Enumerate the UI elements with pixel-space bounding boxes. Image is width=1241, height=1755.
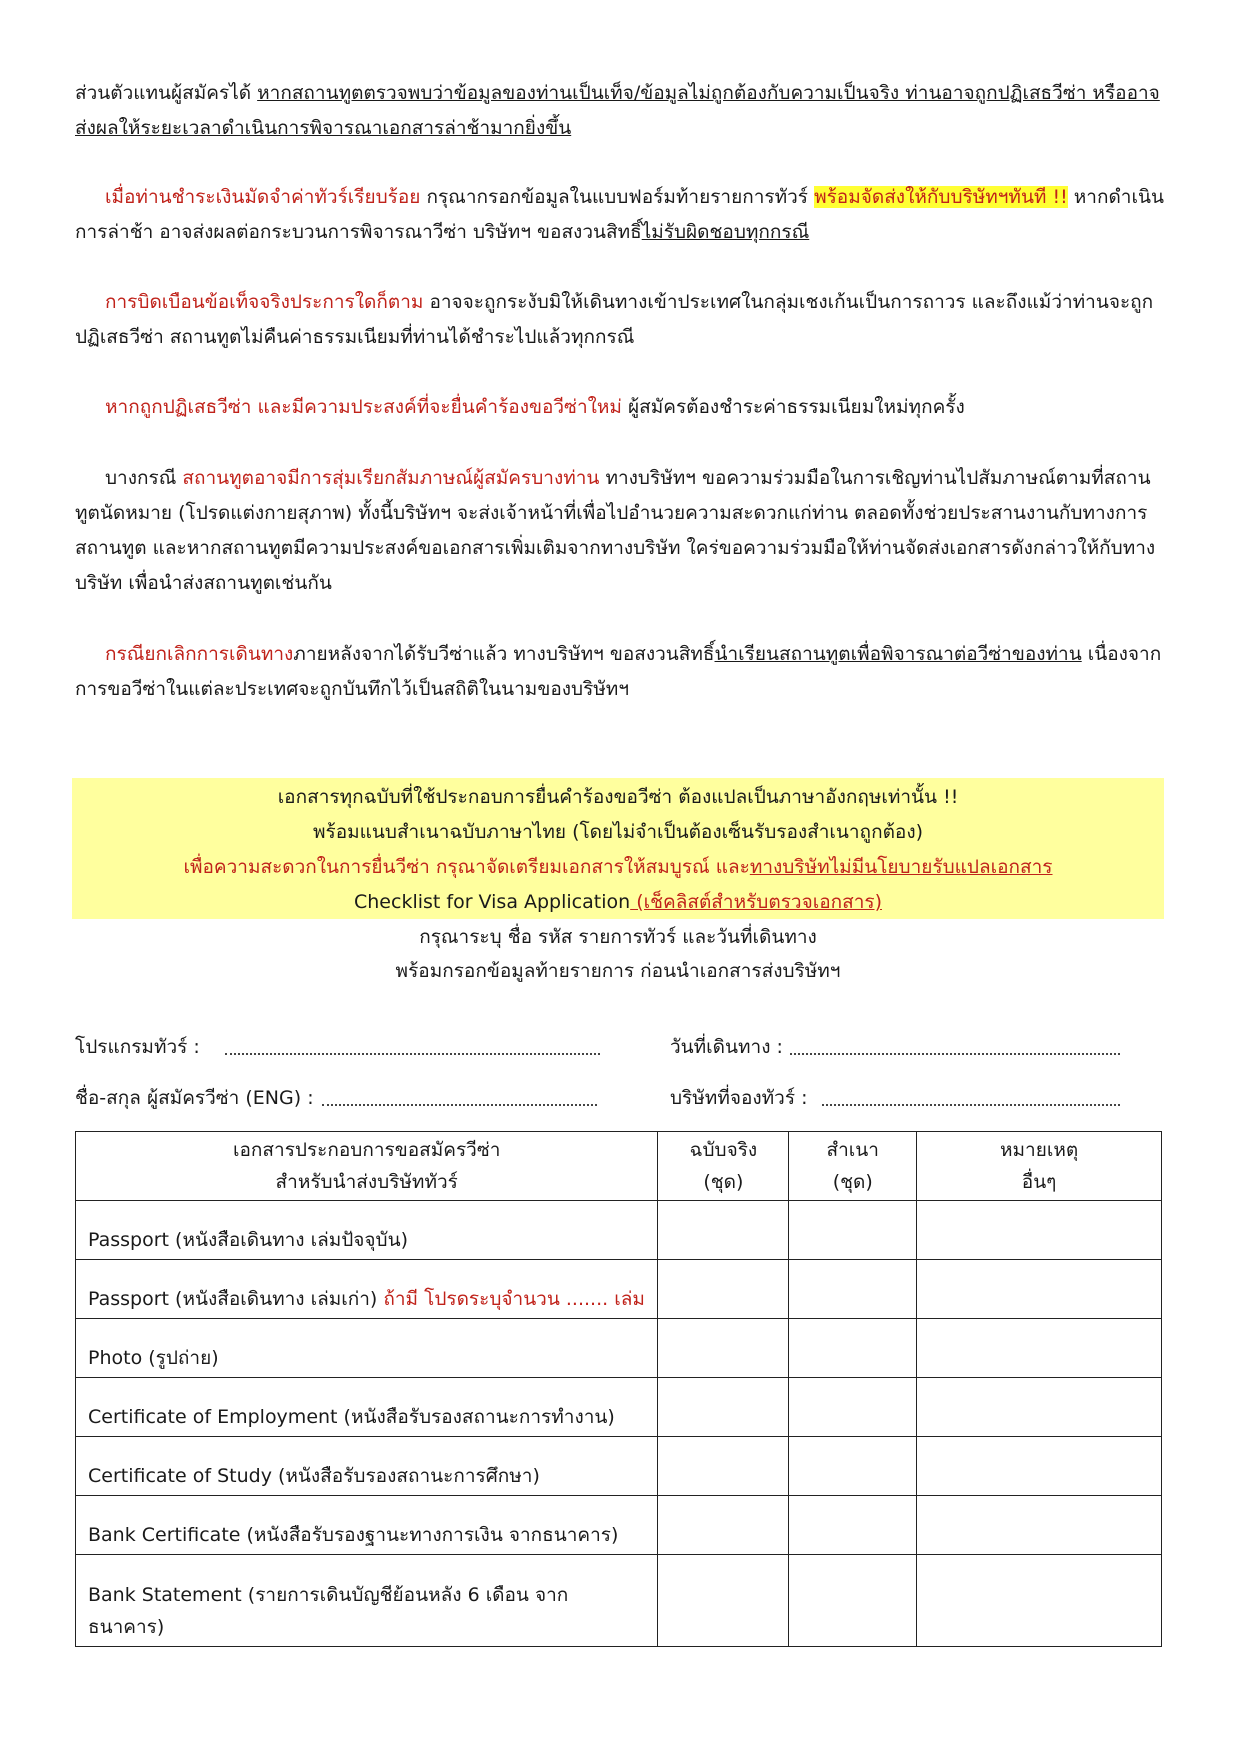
remarks-cell[interactable]	[917, 1260, 1162, 1319]
paragraph-text: หากดำเนินการล่าช้า อาจส่งผลต่อกระบวนการพิจารณาวีซ่า บริษัทฯ ขอสงวนสิทธิ์	[75, 186, 1164, 243]
row-passport-old-label: Passport (หนังสือเดินทาง เล่มเก่า)	[88, 1288, 378, 1310]
paragraph-red-text: การบิดเบือนข้อเท็จจริงประการใดก็ตาม	[105, 291, 424, 313]
copy-count-cell[interactable]	[789, 1496, 917, 1555]
paragraph-text: กรุณากรอกข้อมูลในแบบฟอร์มท้ายรายการทัวร์	[420, 186, 815, 208]
paragraph-cancellation-notice	[75, 637, 1165, 707]
applicant-name-field[interactable]	[322, 1104, 597, 1106]
row-bank-statement-line2: ธนาคาร)	[88, 1616, 165, 1638]
paragraph-text: ภายหลังจากได้รับวีซ่าแล้ว ทางบริษัทฯ ขอสงวนสิทธิ์	[293, 643, 715, 665]
header-documents-line1: เอกสารประกอบการขอสมัครวีซ่า	[233, 1139, 501, 1161]
row-passport-current: Passport (หนังสือเดินทาง เล่มปัจจุบัน)	[76, 1201, 658, 1260]
copy-count-cell[interactable]	[789, 1378, 917, 1437]
travel-date-field[interactable]	[790, 1053, 1120, 1055]
original-count-cell[interactable]	[658, 1260, 789, 1319]
paragraph-text: บางกรณี	[105, 467, 183, 489]
copy-count-cell[interactable]	[789, 1437, 917, 1496]
paragraph-red-text: กรณียกเลิกการเดินทาง	[105, 643, 294, 665]
paragraph-refusal-notice	[75, 390, 1165, 425]
paragraph-text: ส่วนตัวแทนผู้สมัครได้	[75, 82, 258, 104]
paragraph-underlined-text: นำเรียนสถานทูตเพื่อพิจารณาต่อวีซ่าของท่าน	[714, 643, 1082, 665]
paragraph-deposit-notice	[75, 180, 1165, 250]
paragraph-red-text: หากถูกปฏิเสธวีซ่า และมีความประสงค์ที่จะยื่นคำร้องขอวีซ่าใหม่	[105, 396, 622, 418]
header-copy	[789, 1132, 917, 1201]
row-certificate-study: Certificate of Study (หนังสือรับรองสถานะการศึกษา)	[76, 1437, 658, 1496]
table-row	[76, 1378, 1162, 1437]
travel-date-label: วันที่เดินทาง :	[670, 1036, 783, 1058]
applicant-name-label: ชื่อ-สกุล ผู้สมัครวีซ่า (ENG) :	[75, 1087, 314, 1109]
original-count-cell[interactable]	[658, 1378, 789, 1437]
checklist-title: Checklist for Visa Application	[354, 891, 631, 913]
header-documents	[76, 1132, 658, 1201]
header-remarks	[917, 1132, 1162, 1201]
paragraph-text: เนื่องจากการขอวีซ่าในแต่ละประเทศจะถูกบันทึกไว้เป็นสถิติในนามของบริษัทฯ	[75, 643, 1162, 700]
header-original	[658, 1132, 789, 1201]
remarks-cell[interactable]	[917, 1437, 1162, 1496]
header-copy-line1: สำเนา	[826, 1139, 879, 1161]
copy-count-cell[interactable]	[789, 1260, 917, 1319]
header-original-line1: ฉบับจริง	[689, 1139, 758, 1161]
row-photo: Photo (รูปถ่าย)	[76, 1319, 658, 1378]
original-count-cell[interactable]	[658, 1201, 789, 1260]
remarks-cell[interactable]	[917, 1378, 1162, 1437]
original-count-cell[interactable]	[658, 1496, 789, 1555]
paragraph-underlined-text: ไม่รับผิดชอบทุกกรณี	[641, 221, 810, 243]
paragraph-red-text: สถานทูตอาจมีการสุ่มเรียกสัมภาษณ์ผู้สมัครบางท่าน	[182, 467, 600, 489]
booking-company-field[interactable]	[822, 1104, 1120, 1106]
remarks-cell[interactable]	[917, 1496, 1162, 1555]
booking-company-label: บริษัทที่จองทัวร์ :	[670, 1087, 808, 1109]
header-remarks-line1: หมายเหตุ	[999, 1139, 1079, 1161]
table-row	[76, 1437, 1162, 1496]
row-passport-old-note: ถ้ามี โปรดระบุจำนวน ....... เล่ม	[383, 1288, 645, 1310]
table-row	[76, 1319, 1162, 1378]
tour-program-label: โปรแกรมทัวร์ :	[75, 1036, 200, 1058]
header-original-line2: (ชุด)	[703, 1171, 744, 1193]
notice-line-1: เอกสารทุกฉบับที่ใช้ประกอบการยื่นคำร้องขอวีซ่า ต้องแปลเป็นภาษาอังกฤษเท่านั้น !!	[277, 786, 959, 808]
document-checklist-table	[75, 1131, 1162, 1647]
table-row	[76, 1555, 1162, 1647]
paragraph-text: อาจจะถูกระงับมิให้เดินทางเข้าประเทศในกลุ่มเชงเก้นเป็นการถาวร และถึงแม้ว่าท่านจะถูกปฏิเสธวีซ่า สถานทูตไม่คืนค่าธรรมเนียมที่ท่านได้ชำระไปแล้วทุกกรณี	[75, 291, 1154, 348]
paragraph-text: ผู้สมัครต้องชำระค่าธรรมเนียมใหม่ทุกครั้ง	[621, 396, 965, 418]
remarks-cell[interactable]	[917, 1319, 1162, 1378]
checklist-title-thai: (เช็คลิสต์สำหรับตรวจเอกสาร)	[630, 891, 882, 913]
table-row	[76, 1260, 1162, 1319]
copy-count-cell[interactable]	[789, 1201, 917, 1260]
paragraph-interview-notice	[75, 461, 1165, 601]
paragraph-text: ทางบริษัทฯ ขอความร่วมมือในการเชิญท่านไปสัมภาษณ์ตามที่สถานทูตนัดหมาย (โปรดแต่งกายสุภาพ) ทั้งนี้บริษัทฯ จะส่งเจ้าหน้าที่เพื่อไปอำนวยความสะดวกแก่ท่าน ตลอดทั้งช่วยประสานงานกับทางการสถานทูต และหากสถานทูตมีความประสงค์ขอเอกสารเพิ่มเติมจากทางบริษัท ใคร่ขอความร่วมมือให้ท่านจัดส่งเอกสารดังกล่าวให้กับทางบริษัท เพื่อนำส่งสถานทูตเช่นกัน	[75, 467, 1156, 594]
notice-red-text: เพื่อความสะดวกในการยื่นวีซ่า กรุณาจัดเตรียมเอกสารให้สมบูรณ์ และ	[183, 856, 750, 878]
remarks-cell[interactable]	[917, 1201, 1162, 1260]
paragraph-red-text: เมื่อท่านชำระเงินมัดจำค่าทัวร์เรียบร้อย	[105, 186, 421, 208]
table-row	[76, 1201, 1162, 1260]
paragraph-underlined-text: หากสถานทูตตรวจพบว่าข้อมูลของท่านเป็นเท็จ/ข้อมูลไม่ถูกต้องกับความเป็นจริง ท่านอาจถูกปฏิเสธวีซ่า หรืออาจส่งผลให้ระยะเวลาดำเนินการพิจารณาเอกสารล่าช้ามากยิ่งขึ้น	[75, 82, 1160, 139]
original-count-cell[interactable]	[658, 1437, 789, 1496]
copy-count-cell[interactable]	[789, 1319, 917, 1378]
header-documents-line2: สำหรับนำส่งบริษัททัวร์	[275, 1171, 458, 1193]
table-row	[76, 1496, 1162, 1555]
tour-program-field[interactable]	[225, 1053, 600, 1055]
notice-line-2: พร้อมแนบสำเนาฉบับภาษาไทย (โดยไม่จำเป็นต้องเซ็นรับรองสำเนาถูกต้อง)	[312, 821, 924, 843]
original-count-cell[interactable]	[658, 1319, 789, 1378]
row-bank-certificate: Bank Certificate (หนังสือรับรองฐานะทางการเงิน จากธนาคาร)	[76, 1496, 658, 1555]
header-remarks-line2: อื่นๆ	[1021, 1171, 1057, 1193]
notice-line-5: กรุณาระบุ ชื่อ รหัส รายการทัวร์ และวันที่เดินทาง	[419, 926, 817, 948]
table-header-row	[76, 1132, 1162, 1201]
remarks-cell[interactable]	[917, 1555, 1162, 1647]
notice-red-underlined-text: ทางบริษัทไม่มีนโยบายรับแปลเอกสาร	[749, 856, 1053, 878]
copy-count-cell[interactable]	[789, 1555, 917, 1647]
paragraph-misrepresentation-notice	[75, 285, 1165, 355]
notice-line-3	[72, 852, 1164, 882]
notice-line-4	[72, 887, 1164, 917]
notice-line-6: พร้อมกรอกข้อมูลท้ายรายการ ก่อนนำเอกสารส่งบริษัทฯ	[395, 960, 841, 982]
row-passport-old	[76, 1260, 658, 1319]
paragraph-highlight-text: พร้อมจัดส่งให้กับบริษัทฯทันที !!	[814, 186, 1068, 208]
row-bank-statement-line1: Bank Statement (รายการเดินบัญชีย้อนหลัง 6 เดือน จาก	[88, 1584, 569, 1606]
row-bank-statement	[76, 1555, 658, 1647]
header-copy-line2: (ชุด)	[832, 1171, 873, 1193]
paragraph-false-info-warning	[75, 76, 1165, 146]
row-certificate-employment: Certificate of Employment (หนังสือรับรองสถานะการทำงาน)	[76, 1378, 658, 1437]
original-count-cell[interactable]	[658, 1555, 789, 1647]
